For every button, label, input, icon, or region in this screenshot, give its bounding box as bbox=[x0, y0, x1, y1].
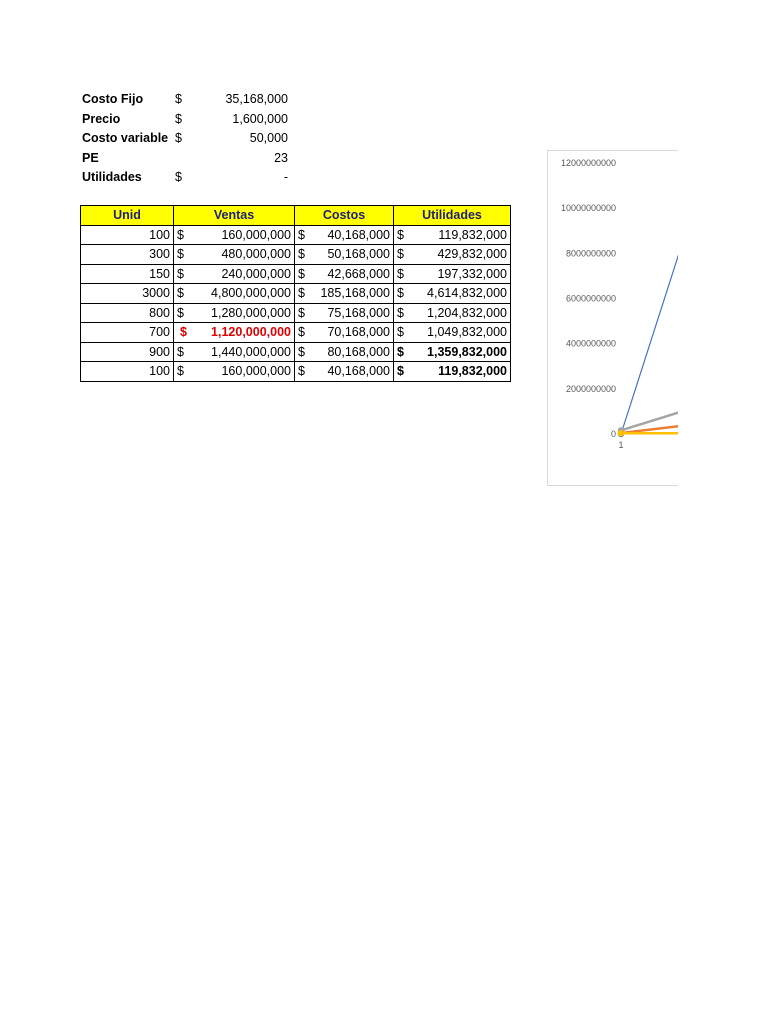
cell-value: 1,280,000,000 bbox=[211, 305, 291, 320]
table-row bbox=[81, 264, 511, 284]
cell-value: 119,832,000 bbox=[438, 364, 507, 379]
cell-value: 119,832,000 bbox=[438, 227, 507, 242]
currency-sign: $ bbox=[177, 247, 184, 262]
param-value: 35,168,000 bbox=[225, 92, 288, 106]
cell-utilidades bbox=[394, 245, 511, 265]
cell-value: 185,168,000 bbox=[320, 286, 390, 301]
y-tick-label: 12000000000 bbox=[560, 158, 616, 168]
y-tick-label: 8000000000 bbox=[565, 248, 616, 259]
cell-costos bbox=[295, 245, 394, 265]
param-currency: $ bbox=[175, 111, 182, 126]
cell-ventas bbox=[174, 342, 295, 362]
cell-value: 1,120,000,000 bbox=[211, 325, 291, 340]
cell-ventas bbox=[174, 284, 295, 304]
cell-value: 1,204,832,000 bbox=[427, 305, 507, 320]
cell-value: 4,800,000,000 bbox=[211, 286, 291, 301]
cell-value: 40,168,000 bbox=[327, 364, 390, 379]
cell-unid: 700 bbox=[81, 323, 174, 343]
cell-utilidades bbox=[394, 284, 511, 304]
param-value: 50,000 bbox=[249, 131, 288, 146]
currency-sign: $ bbox=[298, 227, 305, 242]
cell-utilidades bbox=[394, 362, 511, 382]
cell-value: 240,000,000 bbox=[221, 266, 291, 281]
cell-ventas bbox=[174, 264, 295, 284]
currency-sign: $ bbox=[177, 305, 184, 320]
currency-sign: $ bbox=[397, 227, 404, 242]
param-value: 23 bbox=[274, 150, 288, 165]
header-utilidades: Utilidades bbox=[394, 206, 511, 226]
cell-unid: 800 bbox=[81, 303, 174, 323]
cell-unid: 300 bbox=[81, 245, 174, 265]
currency-sign: $ bbox=[397, 247, 404, 262]
line-chart bbox=[547, 150, 678, 486]
cell-value: 80,168,000 bbox=[327, 344, 390, 359]
currency-sign: $ bbox=[298, 247, 305, 262]
cell-utilidades bbox=[394, 264, 511, 284]
cell-value: 40,168,000 bbox=[327, 227, 390, 242]
cell-costos bbox=[295, 225, 394, 245]
currency-sign: $ bbox=[397, 266, 404, 281]
currency-sign: $ bbox=[397, 286, 404, 301]
cell-utilidades bbox=[394, 225, 511, 245]
currency-sign: $ bbox=[397, 344, 404, 359]
table-row bbox=[81, 342, 511, 362]
cell-costos bbox=[295, 264, 394, 284]
cell-utilidades bbox=[394, 323, 511, 343]
currency-sign: $ bbox=[298, 286, 305, 301]
cell-value: 160,000,000 bbox=[221, 227, 291, 242]
currency-sign: $ bbox=[180, 325, 187, 340]
currency-sign: $ bbox=[177, 227, 184, 242]
cell-value: 429,832,000 bbox=[437, 247, 507, 262]
cell-utilidades bbox=[394, 303, 511, 323]
currency-sign: $ bbox=[177, 344, 184, 359]
currency-sign: $ bbox=[177, 286, 184, 301]
header-unid: Unid bbox=[81, 206, 174, 226]
cell-unid: 150 bbox=[81, 264, 174, 284]
currency-sign: $ bbox=[298, 364, 305, 379]
series-line-0 bbox=[621, 163, 678, 434]
param-label: Costo Fijo bbox=[82, 92, 144, 106]
cell-ventas bbox=[174, 362, 295, 382]
param-currency: $ bbox=[175, 170, 182, 185]
table-row bbox=[81, 362, 511, 382]
y-tick-label: 2000000000 bbox=[565, 383, 616, 394]
currency-sign: $ bbox=[298, 344, 305, 359]
currency-sign: $ bbox=[177, 266, 184, 281]
table-row bbox=[81, 245, 511, 265]
cell-costos bbox=[295, 342, 394, 362]
cell-value: 42,668,000 bbox=[327, 266, 390, 281]
cell-value: 197,332,000 bbox=[437, 266, 507, 281]
cell-value: 160,000,000 bbox=[221, 364, 291, 379]
param-label: Precio bbox=[82, 111, 121, 126]
currency-sign: $ bbox=[298, 325, 305, 340]
param-label: Costo variable bbox=[82, 131, 169, 146]
cell-value: 1,440,000,000 bbox=[211, 344, 291, 359]
param-label: PE bbox=[82, 150, 99, 165]
cell-value: 50,168,000 bbox=[327, 247, 390, 262]
cell-ventas bbox=[174, 245, 295, 265]
currency-sign: $ bbox=[397, 325, 404, 340]
cell-unid: 3000 bbox=[81, 284, 174, 304]
table-row bbox=[81, 303, 511, 323]
y-tick-label: 0 bbox=[610, 429, 616, 439]
cell-utilidades bbox=[394, 342, 511, 362]
cell-costos bbox=[295, 303, 394, 323]
cell-value: 4,614,832,000 bbox=[427, 286, 507, 301]
header-ventas: Ventas bbox=[174, 206, 295, 226]
cell-unid: 100 bbox=[81, 225, 174, 245]
cell-costos bbox=[295, 362, 394, 382]
x-tick-label: 1 bbox=[618, 440, 624, 450]
chart-plot bbox=[548, 151, 678, 485]
currency-sign: $ bbox=[298, 266, 305, 281]
results-table bbox=[80, 205, 511, 382]
table-header-row bbox=[81, 206, 511, 226]
cell-ventas-highlight bbox=[174, 323, 295, 343]
y-tick-label: 6000000000 bbox=[565, 293, 616, 304]
series-marker-3 bbox=[618, 430, 624, 436]
currency-sign: $ bbox=[298, 305, 305, 320]
cell-costos bbox=[295, 323, 394, 343]
cell-value: 480,000,000 bbox=[221, 247, 291, 262]
param-value: - bbox=[283, 170, 288, 185]
param-currency: $ bbox=[175, 92, 182, 106]
cell-value: 70,168,000 bbox=[327, 325, 390, 340]
cell-unid: 900 bbox=[81, 342, 174, 362]
table-row bbox=[81, 284, 511, 304]
header-costos: Costos bbox=[295, 206, 394, 226]
y-tick-label: 4000000000 bbox=[565, 338, 616, 349]
cell-ventas bbox=[174, 225, 295, 245]
cell-ventas bbox=[174, 303, 295, 323]
cell-value: 75,168,000 bbox=[327, 305, 390, 320]
param-currency: $ bbox=[175, 131, 182, 146]
cell-value: 1,049,832,000 bbox=[427, 325, 507, 340]
param-value: 1,600,000 bbox=[232, 111, 288, 126]
param-label: Utilidades bbox=[82, 170, 142, 185]
cell-unid: 100 bbox=[81, 362, 174, 382]
cell-value: 1,359,832,000 bbox=[427, 344, 507, 359]
cell-costos bbox=[295, 284, 394, 304]
y-tick-label: 10000000000 bbox=[560, 203, 616, 214]
table-row-highlighted bbox=[81, 323, 511, 343]
table-row bbox=[81, 225, 511, 245]
currency-sign: $ bbox=[177, 364, 184, 379]
currency-sign: $ bbox=[397, 305, 404, 320]
currency-sign: $ bbox=[397, 364, 404, 379]
